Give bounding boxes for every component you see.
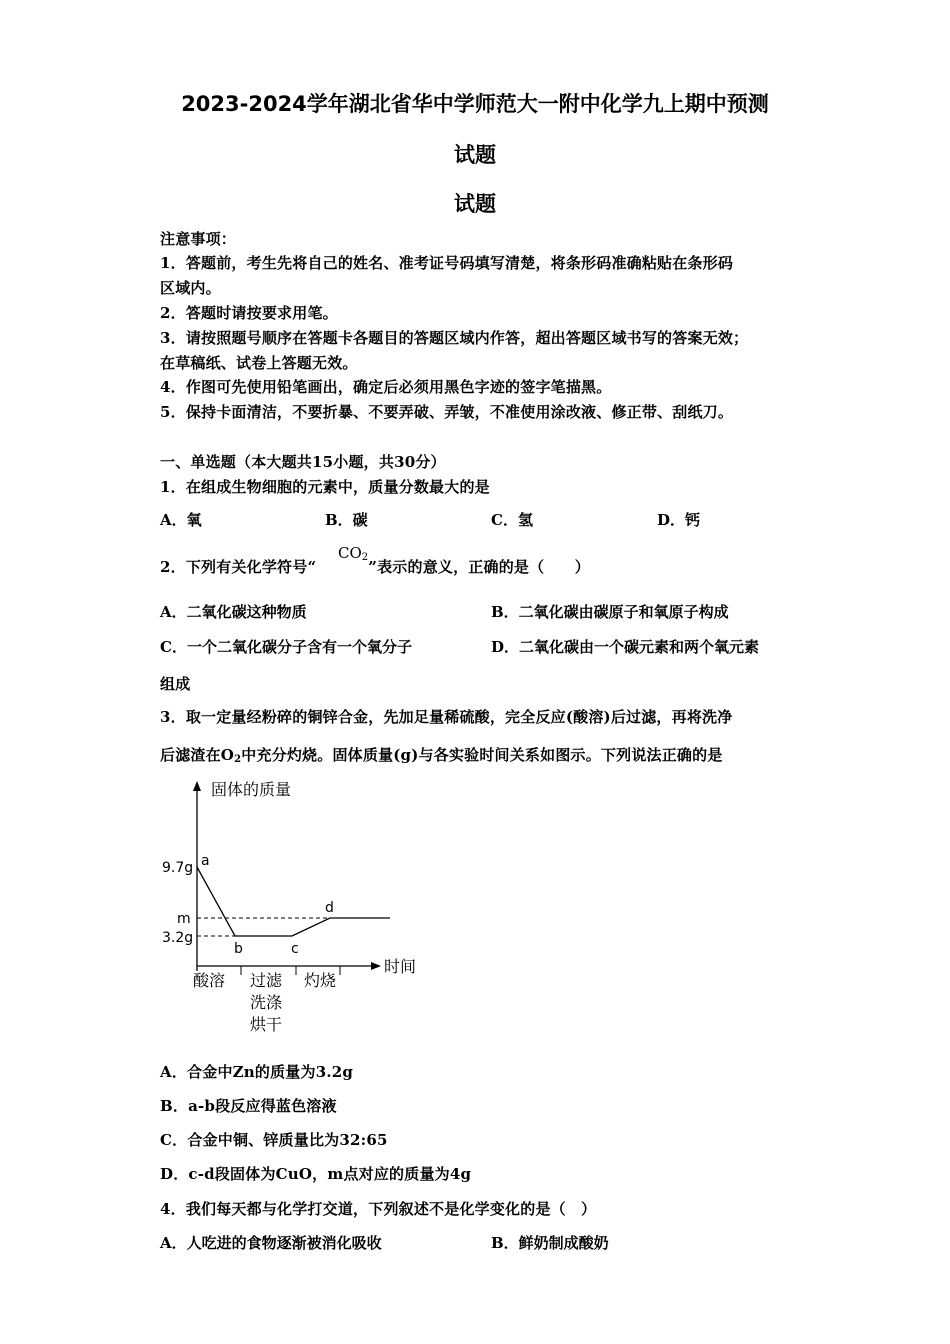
question-1-option-a: A．氧 <box>160 511 202 529</box>
question-2-stem-pre: 2．下列有关化学符号“ <box>160 558 317 576</box>
y-tick-label: 3.2g <box>162 930 194 946</box>
question-2-option-c: C．一个二氧化碳分子含有一个氧分子 <box>160 638 412 656</box>
question-3-option-a: A．合金中Zn的质量为3.2g <box>160 1063 354 1081</box>
question-2-option-d-cont: 组成 <box>160 675 191 693</box>
question-4-stem: 4．我们每天都与化学打交道，下列叙述不是化学变化的是（ ） <box>160 1200 597 1218</box>
y-axis-label: 固体的质量 <box>211 780 292 799</box>
notice-line: 1．答题前，考生先将自己的姓名、准考证号码填写清楚，将条形码准确粘贴在条形码 <box>160 254 734 272</box>
section-heading: 一、单选题（本大题共15小题，共30分） <box>160 453 446 471</box>
stage-label: 酸溶 <box>193 971 226 990</box>
x-axis-arrow <box>371 962 381 970</box>
question-2-option-b: B．二氧化碳由碳原子和氧原子构成 <box>491 603 729 621</box>
notice-line: 5．保持卡面清洁，不要折暴、不要弄破、弄皱，不准使用涂改液、修正带、刮纸刀。 <box>160 403 734 421</box>
y-tick-label: 9.7g <box>162 860 194 876</box>
question-1-stem: 1．在组成生物细胞的元素中，质量分数最大的是 <box>160 478 490 496</box>
stage-label: 灼烧 <box>304 971 337 990</box>
notice-line: 在草稿纸、试卷上答题无效。 <box>160 354 358 372</box>
notice-line: 2．答题时请按要求用笔。 <box>160 304 338 322</box>
y-axis-arrow <box>193 781 201 791</box>
co2-formula-main: CO <box>338 544 362 562</box>
paper-subtitle: 试题 <box>454 192 496 216</box>
notice-line: 区域内。 <box>160 279 221 297</box>
stage-label: 过滤 <box>250 971 283 990</box>
question-3-option-d: D．c-d段固体为CuO，m点对应的质量为4g <box>160 1165 472 1183</box>
point-label-b: b <box>234 941 243 957</box>
question-2-stem <box>160 556 590 577</box>
y-tick-label: m <box>177 911 191 927</box>
notice-heading: 注意事项： <box>160 230 237 248</box>
point-label-c: c <box>291 941 299 957</box>
paper-title-cont: 试题 <box>454 143 496 167</box>
question-4-option-a: A．人吃进的食物逐渐被消化吸收 <box>160 1234 382 1252</box>
question-3-stem: 3．取一定量经粉碎的铜锌合金，先加足量稀硫酸，完全反应(酸溶)后过滤，再将洗净 <box>160 708 733 726</box>
notice-line: 3．请按照题号顺序在答题卡各题目的答题区域内作答，超出答题区域书写的答案无效； <box>160 329 749 347</box>
question-3-option-b: B．a-b段反应得蓝色溶液 <box>160 1097 337 1115</box>
question-4-option-b: B．鲜奶制成酸奶 <box>491 1234 609 1252</box>
question-3-stem-cont: 后滤渣在$O_2$中充分灼烧。固体质量(g)与各实验时间关系如图示。下列说法正确的是 <box>160 746 723 765</box>
point-label-d: d <box>325 900 334 916</box>
question-2-option-d: D．二氧化碳由一个碳元素和两个氧元素 <box>491 638 760 656</box>
stage-label: 烘干 <box>250 1015 283 1034</box>
x-axis-label: 时间 <box>384 957 417 976</box>
mass-series-line <box>197 867 390 936</box>
question-1-option-d: D．钙 <box>657 511 701 529</box>
co2-formula <box>338 544 368 563</box>
question-1-option-b: B．碳 <box>325 511 368 529</box>
question-3-option-c: C．合金中铜、锌质量比为32:65 <box>160 1131 388 1149</box>
mass-time-chart <box>155 775 445 1045</box>
question-1-option-c: C．氢 <box>491 511 533 529</box>
paper-title: 2023-2024学年湖北省华中学师范大一附中化学九上期中预测 <box>181 92 769 116</box>
notice-line: 4．作图可先使用铅笔画出，确定后必须用黑色字迹的签字笔描黑。 <box>160 378 612 396</box>
point-label-a: a <box>201 853 210 869</box>
stage-label: 洗涤 <box>250 993 283 1012</box>
co2-formula-sub: 2 <box>361 552 369 563</box>
question-2-stem-post: ”表示的意义，正确的是（ ） <box>368 558 590 576</box>
question-2-option-a: A．二氧化碳这种物质 <box>160 603 307 621</box>
